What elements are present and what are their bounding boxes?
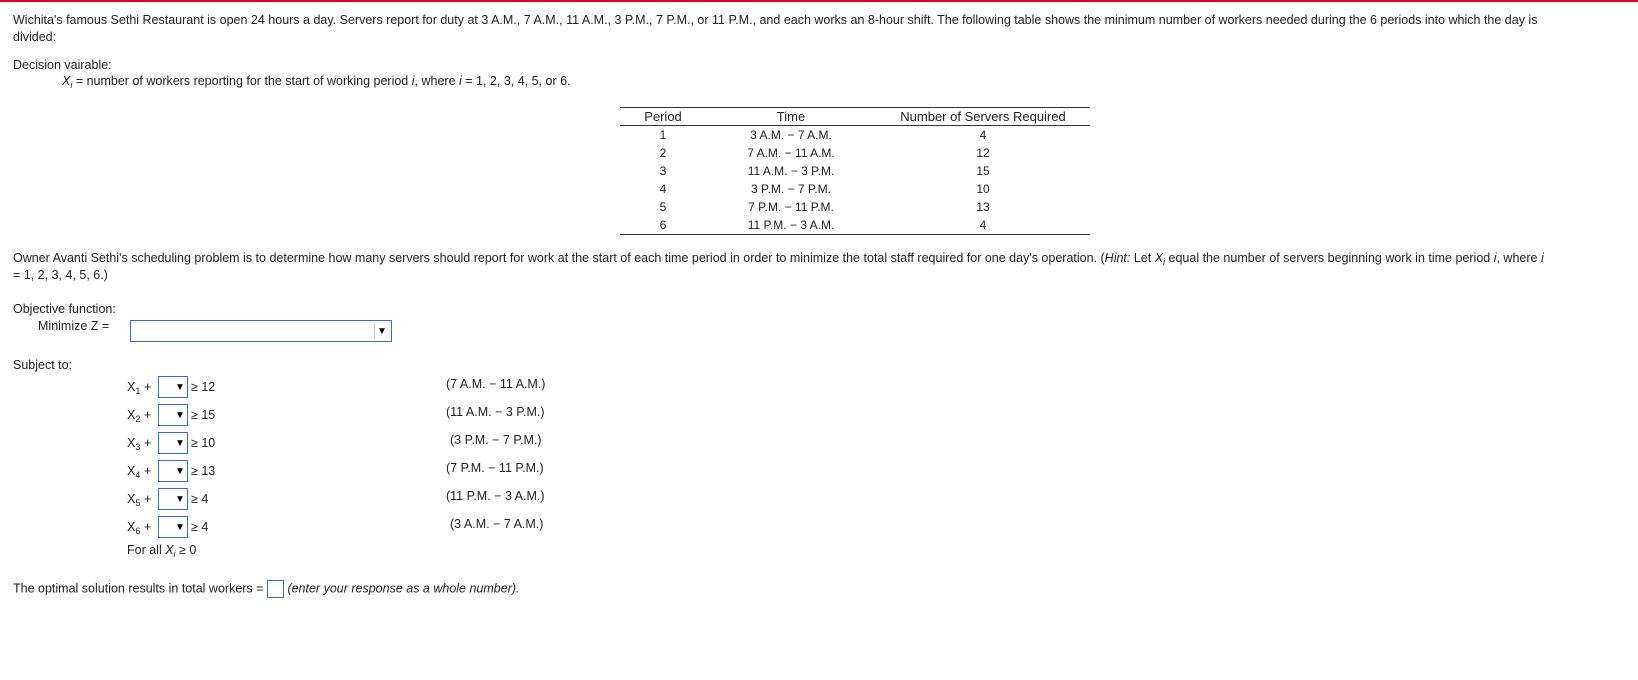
triangle-down-icon[interactable]: ▼: [175, 437, 185, 449]
constraint-dropdown-4[interactable]: [158, 460, 188, 482]
table-row: 5 7 P.M. − 11 P.M. 13: [659, 200, 990, 214]
triangle-down-icon[interactable]: ▼: [175, 493, 185, 505]
table-row: 4 3 P.M. − 7 P.M. 10: [659, 182, 990, 196]
constraint-var-2: $X_2$ +: [127, 408, 152, 424]
constraint-var-4: $X_4$ +: [127, 464, 152, 480]
header-period: Period: [620, 108, 706, 126]
table-header-row: [620, 108, 1090, 126]
constraint-rhs-2: ≥ 15: [191, 408, 216, 422]
nonnegativity-constraint: For all $X_i \ge 0$: [127, 543, 197, 559]
decision-heading: Decision vairable:: [13, 58, 112, 72]
table-row: 1 3 A.M. − 7 A.M. 4: [659, 128, 987, 142]
constraint-dropdown-2[interactable]: [158, 404, 188, 426]
intro-line-1: Wichita's famous Sethi Restaurant is open 24 hours a day. Servers report for duty at 3 A.M., 7 A.M., 11 A.M., 3 P.M., 7 P.M., or 11 P.M., and each works an 8-hour shift. The following table shows the minimum number of workers needed during the 6 periods into which the day is: [13, 13, 1538, 27]
constraint-rhs-4: ≥ 13: [191, 464, 216, 478]
subject-to-label: Subject to:: [13, 358, 73, 372]
table-row: 6 11 P.M. − 3 A.M. 4: [620, 216, 1090, 235]
triangle-down-icon[interactable]: ▼: [374, 323, 389, 339]
constraint-period-3: (3 P.M. − 7 P.M.): [450, 433, 542, 447]
constraint-period-1: (7 A.M. − 11 A.M.): [446, 377, 546, 391]
decision-var: X: [62, 74, 71, 88]
objective-heading: Objective function:: [13, 302, 116, 316]
constraint-var-1: $X_1$ +: [127, 380, 152, 396]
top-accent-bar: [0, 0, 1638, 2]
constraint-var-3: $X_3$ +: [127, 436, 152, 452]
answer-note: (enter your response as a whole number).: [287, 581, 520, 596]
constraint-dropdown-6[interactable]: [158, 516, 188, 538]
triangle-down-icon[interactable]: ▼: [175, 381, 185, 393]
objective-function-dropdown[interactable]: [130, 320, 392, 342]
constraint-period-4: (7 P.M. − 11 P.M.): [446, 461, 544, 475]
answer-row: [13, 580, 520, 598]
constraint-var-5: $X_5$ +: [127, 492, 152, 508]
constraint-dropdown-1[interactable]: [158, 376, 188, 398]
owner-problem-text: Owner Avanti Sethi's scheduling problem is to determine how many servers should report for work at the start of each time period in order to minimize the total staff required for one day's operation. (Hint: Let $X_i$ equal the number of servers beginning work in time period i, where i = 1, 2, 3, 4, 5, 6.): [13, 251, 1544, 282]
servers-required-table: [620, 107, 1090, 235]
constraint-period-6: (3 A.M. − 7 A.M.): [450, 517, 544, 531]
constraint-dropdown-5[interactable]: [158, 488, 188, 510]
constraint-rhs-6: ≥ 4: [191, 520, 209, 534]
constraint-period-5: (11 P.M. − 3 A.M.): [446, 489, 545, 503]
total-workers-input[interactable]: [267, 580, 284, 598]
constraint-period-2: (11 A.M. − 3 P.M.): [446, 405, 545, 419]
table-row: 3 11 A.M. − 3 P.M. 15: [659, 164, 990, 178]
constraint-var-6: $X_6$ +: [127, 520, 152, 536]
triangle-down-icon[interactable]: ▼: [175, 521, 185, 533]
problem-intro: [13, 12, 1537, 46]
header-time: Time: [706, 108, 876, 126]
constraint-rhs-3: ≥ 10: [191, 436, 216, 450]
constraint-rhs-5: ≥ 4: [191, 492, 209, 506]
triangle-down-icon[interactable]: ▼: [175, 409, 185, 421]
table-row: 2 7 A.M. − 11 A.M. 12: [659, 146, 990, 160]
header-servers: Number of Servers Required: [876, 108, 1090, 126]
objective-label: Minimize Z =: [38, 319, 110, 333]
decision-definition: $X_i$ = number of workers reporting for the start of working period i, where i = 1, 2, 3, 4, 5, or 6.: [62, 74, 571, 90]
answer-label: The optimal solution results in total workers =: [13, 581, 264, 596]
constraint-rhs-1: ≥ 12: [191, 380, 216, 394]
intro-line-2: divided:: [13, 30, 57, 44]
constraint-dropdown-3[interactable]: [158, 432, 188, 454]
hint-label: Hint:: [1104, 251, 1131, 265]
triangle-down-icon[interactable]: ▼: [175, 465, 185, 477]
